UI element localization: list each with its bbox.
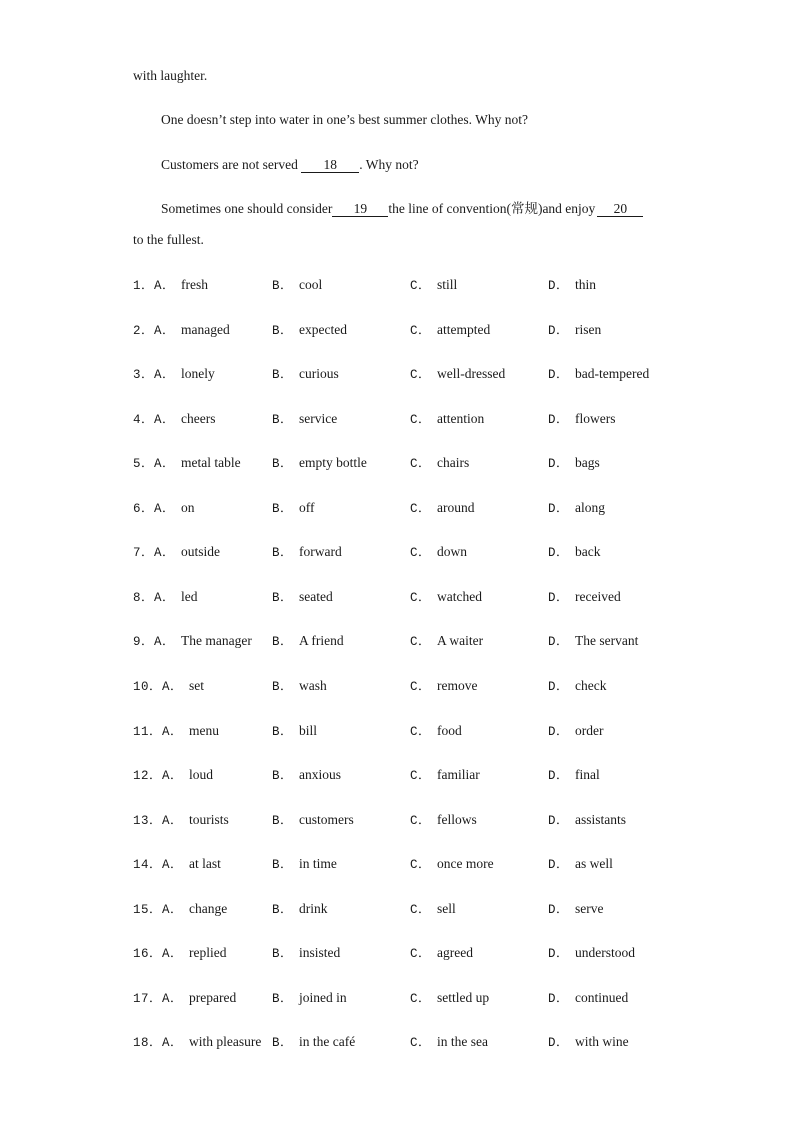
option-a[interactable] — [133, 990, 236, 1007]
option-c[interactable] — [410, 589, 482, 606]
option-text: assistants — [575, 811, 627, 827]
option-letter: D． — [548, 635, 570, 650]
option-c[interactable] — [410, 945, 473, 962]
option-d[interactable] — [548, 1034, 629, 1051]
option-d[interactable] — [548, 633, 638, 650]
option-letter: D． — [548, 813, 570, 828]
option-letter: C． — [410, 769, 432, 784]
passage-text: . Why not? — [359, 157, 419, 172]
option-letter: D． — [548, 724, 570, 739]
option-letter: D． — [548, 769, 570, 784]
option-text: seated — [299, 588, 333, 604]
question-row — [0, 411, 794, 429]
option-b[interactable] — [272, 856, 337, 873]
question-number: 8． — [133, 590, 155, 605]
option-letter: B． — [272, 635, 294, 650]
option-letter: C． — [410, 679, 432, 694]
blank-20: 20 — [597, 202, 643, 217]
option-text: loud — [189, 767, 214, 783]
option-text: along — [575, 499, 606, 515]
option-c[interactable] — [410, 1034, 488, 1051]
option-text: back — [575, 544, 601, 560]
passage-line-4 — [161, 201, 643, 217]
blank-19: 19 — [332, 202, 388, 217]
option-letter: B． — [272, 769, 294, 784]
option-a[interactable] — [133, 589, 198, 606]
option-letter: B． — [272, 546, 294, 561]
option-text: fresh — [181, 277, 209, 292]
option-c[interactable] — [410, 901, 456, 918]
question-number: 13． — [133, 813, 163, 828]
question-number: 6． — [133, 501, 155, 516]
question-row — [0, 455, 794, 473]
option-letter: B． — [272, 412, 294, 427]
option-text: cool — [299, 277, 323, 292]
option-letter: D． — [548, 947, 570, 962]
option-text: risen — [575, 321, 602, 337]
option-c[interactable] — [410, 990, 489, 1007]
option-letter: A． — [154, 412, 176, 427]
option-text: with pleasure — [189, 1034, 262, 1050]
option-text: remove — [437, 677, 478, 693]
question-row — [0, 500, 794, 518]
option-letter: B． — [272, 679, 294, 694]
option-letter: B． — [272, 323, 294, 338]
option-text: well-dressed — [437, 366, 506, 382]
option-text: on — [181, 499, 195, 515]
option-text: chairs — [437, 455, 470, 471]
option-letter: C． — [410, 279, 432, 293]
option-b[interactable] — [272, 411, 337, 428]
option-text: sell — [437, 900, 456, 916]
option-letter: A． — [162, 858, 184, 873]
option-a[interactable] — [133, 767, 213, 784]
option-text: down — [437, 544, 468, 560]
question-row — [0, 990, 794, 1008]
option-text: The servant — [575, 633, 639, 649]
option-letter: A． — [162, 1036, 184, 1051]
option-text: attempted — [437, 321, 491, 337]
option-text: tourists — [189, 811, 229, 827]
option-letter: D． — [548, 279, 570, 293]
option-text: replied — [189, 945, 227, 961]
option-c[interactable] — [410, 322, 490, 339]
blank-18: 18 — [301, 158, 359, 173]
option-text: insisted — [299, 945, 341, 961]
question-row — [0, 633, 794, 651]
passage-text: the line of convention(常规)and enjoy — [388, 201, 596, 216]
option-letter: A． — [154, 635, 176, 650]
option-letter: D． — [548, 546, 570, 561]
question-row — [0, 322, 794, 340]
option-letter: A． — [154, 501, 176, 516]
option-c[interactable] — [410, 723, 462, 740]
option-letter: C． — [410, 635, 432, 650]
option-text: understood — [575, 945, 636, 961]
option-b[interactable] — [272, 945, 340, 962]
option-text: change — [189, 900, 228, 916]
option-c[interactable] — [410, 633, 483, 650]
option-b[interactable] — [272, 812, 354, 829]
option-letter: C． — [410, 1036, 432, 1051]
option-text: still — [437, 277, 458, 292]
question-number: 12． — [133, 769, 163, 784]
option-letter: B． — [272, 991, 294, 1006]
option-d[interactable] — [548, 856, 613, 873]
option-letter: C． — [410, 902, 432, 917]
option-letter: A． — [162, 902, 184, 917]
option-letter: C． — [410, 947, 432, 962]
option-a[interactable] — [133, 723, 219, 740]
option-b[interactable] — [272, 723, 317, 740]
question-row — [0, 277, 794, 295]
option-letter: D． — [548, 323, 570, 338]
passage-line-3 — [161, 157, 419, 173]
option-letter: D． — [548, 501, 570, 516]
option-text: off — [299, 499, 315, 515]
option-letter: A． — [162, 947, 184, 962]
option-text: The manager — [181, 633, 252, 649]
option-letter: A． — [162, 679, 184, 694]
question-number: 1． — [133, 279, 155, 293]
option-text: food — [437, 722, 462, 738]
option-text: settled up — [437, 989, 490, 1005]
option-letter: D． — [548, 412, 570, 427]
passage-text: Sometimes one should consider — [161, 201, 333, 216]
option-letter: B． — [272, 457, 294, 472]
option-letter: D． — [548, 590, 570, 605]
option-text: in the sea — [437, 1034, 488, 1050]
option-letter: D． — [548, 457, 570, 472]
option-letter: B． — [272, 279, 294, 293]
option-text: service — [299, 410, 338, 426]
option-a[interactable] — [133, 277, 208, 294]
option-text: around — [437, 499, 475, 515]
option-letter: C． — [410, 501, 432, 516]
option-b[interactable] — [272, 767, 341, 784]
option-text: with wine — [575, 1034, 629, 1050]
option-a[interactable] — [133, 812, 229, 829]
question-row — [0, 945, 794, 963]
option-text: expected — [299, 321, 347, 337]
option-letter: A． — [162, 991, 184, 1006]
question-row — [0, 723, 794, 741]
option-b[interactable] — [272, 322, 347, 339]
option-c[interactable] — [410, 812, 477, 829]
option-a[interactable] — [133, 322, 230, 339]
option-c[interactable] — [410, 767, 480, 784]
option-letter: A． — [154, 323, 176, 338]
option-text: once more — [437, 856, 494, 872]
option-text: check — [575, 677, 607, 693]
option-d[interactable] — [548, 945, 635, 962]
option-text: order — [575, 722, 604, 738]
question-row — [0, 544, 794, 562]
option-letter: D． — [548, 991, 570, 1006]
option-b[interactable] — [272, 901, 328, 918]
option-b[interactable] — [272, 589, 333, 606]
option-letter: A． — [162, 769, 184, 784]
option-text: joined in — [299, 989, 347, 1005]
option-letter: B． — [272, 501, 294, 516]
option-a[interactable] — [133, 856, 221, 873]
option-d[interactable] — [548, 411, 616, 428]
option-letter: C． — [410, 590, 432, 605]
option-d[interactable] — [548, 500, 605, 517]
option-d[interactable] — [548, 544, 601, 561]
option-letter: C． — [410, 323, 432, 338]
option-c[interactable] — [410, 544, 467, 561]
question-number: 7． — [133, 546, 155, 561]
option-c[interactable] — [410, 411, 484, 428]
option-d[interactable] — [548, 990, 628, 1007]
question-number: 9． — [133, 635, 155, 650]
option-letter: C． — [410, 457, 432, 472]
option-letter: B． — [272, 368, 294, 383]
option-d[interactable] — [548, 901, 604, 918]
option-letter: D． — [548, 1036, 570, 1051]
passage-line-2: One doesn’t step into water in one’s best summer clothes. Why not? — [161, 112, 528, 127]
option-a[interactable] — [133, 500, 195, 517]
option-letter: C． — [410, 858, 432, 873]
option-text: set — [189, 677, 205, 693]
question-number: 2． — [133, 323, 155, 338]
option-c[interactable] — [410, 678, 478, 695]
option-letter: C． — [410, 724, 432, 739]
option-text: as well — [575, 856, 613, 872]
option-text: led — [181, 588, 198, 604]
option-a[interactable] — [133, 901, 227, 918]
option-text: customers — [299, 811, 354, 827]
option-d[interactable] — [548, 277, 596, 294]
question-row — [0, 678, 794, 696]
option-b[interactable] — [272, 633, 344, 650]
option-letter: C． — [410, 368, 432, 383]
option-b[interactable] — [272, 277, 322, 294]
option-text: flowers — [575, 410, 616, 426]
option-text: in the café — [299, 1034, 356, 1050]
option-d[interactable] — [548, 589, 621, 606]
option-text: familiar — [437, 767, 480, 783]
option-letter: D． — [548, 902, 570, 917]
option-text: agreed — [437, 945, 473, 961]
option-text: metal table — [181, 455, 241, 471]
option-c[interactable] — [410, 366, 505, 383]
option-text: wash — [299, 677, 327, 693]
option-letter: A． — [162, 813, 184, 828]
question-row — [0, 366, 794, 384]
option-letter: D． — [548, 679, 570, 694]
option-d[interactable] — [548, 455, 600, 472]
option-letter: A． — [154, 368, 176, 383]
option-d[interactable] — [548, 366, 649, 383]
option-letter: B． — [272, 1036, 294, 1051]
passage-text: Customers are not served — [161, 157, 302, 172]
passage-line-1: with laughter. — [133, 68, 208, 83]
option-b[interactable] — [272, 455, 367, 472]
option-a[interactable] — [133, 455, 241, 472]
option-d[interactable] — [548, 678, 607, 695]
option-letter: B． — [272, 590, 294, 605]
option-text: bad-tempered — [575, 366, 650, 382]
option-letter: B． — [272, 724, 294, 739]
option-text: fellows — [437, 811, 477, 827]
option-b[interactable] — [272, 366, 339, 383]
question-row — [0, 856, 794, 874]
option-letter: C． — [410, 546, 432, 561]
option-b[interactable] — [272, 678, 327, 695]
option-a[interactable] — [133, 366, 215, 383]
option-c[interactable] — [410, 500, 475, 517]
option-text: watched — [437, 588, 482, 604]
option-text: drink — [299, 900, 328, 916]
option-letter: C． — [410, 813, 432, 828]
option-d[interactable] — [548, 322, 601, 339]
question-number: 3． — [133, 368, 155, 383]
option-a[interactable] — [133, 544, 220, 561]
option-letter: D． — [548, 858, 570, 873]
question-number: 5． — [133, 457, 155, 472]
option-text: curious — [299, 366, 339, 382]
option-text: cheers — [181, 410, 216, 426]
question-number: 4． — [133, 412, 155, 427]
option-c[interactable] — [410, 277, 457, 294]
option-text: final — [575, 767, 600, 783]
option-letter: B． — [272, 902, 294, 917]
option-b[interactable] — [272, 500, 315, 517]
option-text: menu — [189, 722, 220, 738]
question-number: 11． — [133, 724, 163, 739]
option-b[interactable] — [272, 544, 342, 561]
option-text: empty bottle — [299, 455, 367, 471]
option-text: received — [575, 588, 621, 604]
question-number: 14． — [133, 858, 163, 873]
question-number: 18． — [133, 1036, 163, 1051]
option-text: continued — [575, 989, 629, 1005]
question-row — [0, 767, 794, 785]
option-text: A waiter — [437, 633, 484, 649]
option-d[interactable] — [548, 812, 626, 829]
option-text: at last — [189, 856, 221, 872]
option-text: attention — [437, 410, 485, 426]
option-text: anxious — [299, 767, 342, 783]
option-letter: A． — [154, 590, 176, 605]
option-letter: B． — [272, 858, 294, 873]
option-text: forward — [299, 544, 342, 560]
option-letter: C． — [410, 991, 432, 1006]
option-a[interactable] — [133, 633, 252, 650]
option-a[interactable] — [133, 945, 227, 962]
question-number: 16． — [133, 947, 163, 962]
option-text: managed — [181, 321, 230, 337]
question-row — [0, 901, 794, 919]
option-letter: D． — [548, 368, 570, 383]
option-letter: A． — [162, 724, 184, 739]
option-letter: B． — [272, 813, 294, 828]
question-row — [0, 1034, 794, 1052]
option-text: prepared — [189, 989, 237, 1005]
option-a[interactable] — [133, 411, 216, 428]
option-text: outside — [181, 544, 221, 560]
question-row — [0, 812, 794, 830]
question-row — [0, 589, 794, 607]
option-text: bill — [299, 722, 318, 738]
option-d[interactable] — [548, 723, 604, 740]
option-text: lonely — [181, 366, 215, 382]
option-d[interactable] — [548, 767, 600, 784]
option-a[interactable] — [133, 678, 204, 695]
option-text: in time — [299, 856, 337, 872]
option-c[interactable] — [410, 856, 494, 873]
option-letter: C． — [410, 412, 432, 427]
question-number: 10． — [133, 679, 163, 694]
option-a[interactable] — [133, 1034, 261, 1051]
option-text: thin — [575, 277, 597, 292]
option-b[interactable] — [272, 990, 347, 1007]
question-number: 17． — [133, 991, 163, 1006]
option-letter: A． — [154, 457, 176, 472]
option-text: serve — [575, 900, 604, 916]
option-c[interactable] — [410, 455, 469, 472]
question-number: 15． — [133, 902, 163, 917]
option-text: bags — [575, 455, 600, 471]
option-text: A friend — [299, 633, 344, 649]
option-letter: A． — [154, 279, 176, 293]
option-b[interactable] — [272, 1034, 355, 1051]
option-letter: B． — [272, 947, 294, 962]
passage-line-5: to the fullest. — [133, 232, 204, 247]
option-letter: A． — [154, 546, 176, 561]
